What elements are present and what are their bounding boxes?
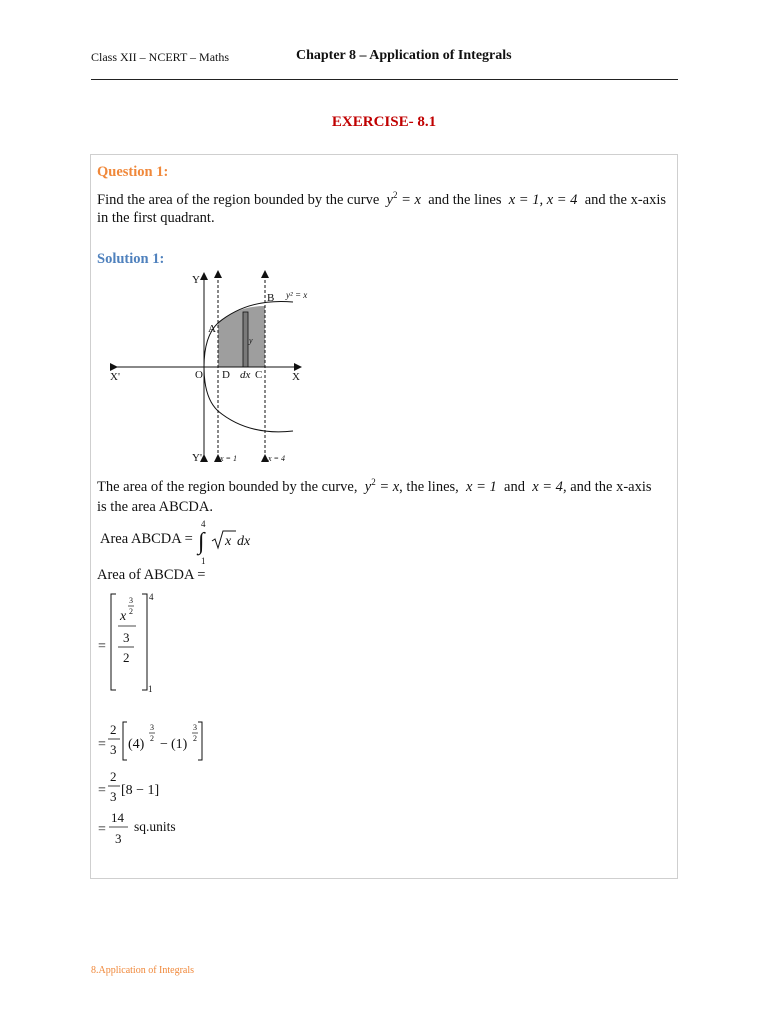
term-b: (1) xyxy=(171,737,188,752)
question-text-part: Find the area of the region bounded by the curve xyxy=(97,192,380,208)
eq-sign: = xyxy=(98,737,106,752)
eq-sign: = xyxy=(98,783,106,798)
solution-curve-rest: = x xyxy=(375,479,400,495)
exercise-title: EXERCISE- 8.1 xyxy=(331,114,437,130)
integral-expression xyxy=(196,514,266,568)
header-rule xyxy=(91,79,678,80)
label-Y: Y xyxy=(192,274,200,286)
bracket-left xyxy=(111,594,116,690)
label-Y-prime: Y' xyxy=(192,452,202,464)
eval-exp-num: 3 xyxy=(129,596,133,605)
question-text-part: and the x-axis xyxy=(584,192,667,208)
term-b-exp-den: 2 xyxy=(193,734,197,743)
area-integral-label: Area ABCDA = xyxy=(100,531,193,547)
eval-num: 3 xyxy=(123,630,130,645)
result-unit: sq.units xyxy=(134,819,176,834)
eq-sign: = xyxy=(98,822,106,837)
integral-sign: ∫ xyxy=(198,529,205,555)
label-x-equals-4: x = 4 xyxy=(268,454,285,463)
curve-label: y² = x xyxy=(286,290,308,300)
solution-text-part: , and the x-axis xyxy=(562,479,652,495)
label-A: A xyxy=(208,323,216,335)
solution-curve-y: y xyxy=(364,479,372,495)
question-curve-y: y xyxy=(386,192,393,208)
integrand-dx: dx xyxy=(237,534,251,549)
bracket-expression: [8 − 1] xyxy=(121,783,160,798)
solution-paragraph-line-1 xyxy=(97,471,652,498)
page-footer: 8.Application of Integrals xyxy=(91,965,195,976)
result-num: 14 xyxy=(111,810,124,825)
eval-x: x xyxy=(120,609,127,624)
integrand-x: x xyxy=(225,534,232,549)
area-of-label: Area of ABCDA = xyxy=(97,567,206,583)
label-O: O xyxy=(195,369,203,381)
term-b-exp-num: 3 xyxy=(193,723,197,732)
label-X-prime: X' xyxy=(110,371,120,383)
bracket-left xyxy=(123,722,127,760)
solution-x1: x = 1 xyxy=(466,479,497,495)
question-lines: x = 1, x = 4 xyxy=(508,192,578,208)
header-left: Class XII – NCERT – Maths xyxy=(91,50,230,64)
question-heading: Question 1: xyxy=(97,164,169,180)
label-D: D xyxy=(222,369,230,381)
coef-den: 3 xyxy=(110,742,117,757)
area-graph xyxy=(108,268,333,468)
result-den: 3 xyxy=(115,831,122,846)
question-curve-exp: 2 xyxy=(392,190,398,200)
eval-upper-limit: 4 xyxy=(149,592,154,602)
step-four-fraction xyxy=(96,806,136,850)
label-y: y xyxy=(249,336,253,345)
question-curve-rest: = x xyxy=(397,192,421,208)
eval-exp-den: 2 xyxy=(129,607,133,616)
solution-heading: Solution 1: xyxy=(97,251,165,267)
eq-sign: = xyxy=(98,639,106,654)
integral-upper-limit: 4 xyxy=(201,519,206,529)
header-chapter-title: Chapter 8 – Application of Integrals xyxy=(296,48,512,63)
bracket-right xyxy=(198,722,202,760)
label-dx: dx xyxy=(240,369,251,381)
label-B: B xyxy=(267,292,275,304)
minus-sign: − xyxy=(160,737,168,752)
coef-num: 2 xyxy=(110,722,117,737)
label-X: X xyxy=(292,371,300,383)
solution-x4: x = 4 xyxy=(532,479,563,495)
eval-lower-limit: 1 xyxy=(148,684,153,694)
step-two-expression xyxy=(96,718,216,766)
area-strip xyxy=(243,312,248,367)
solution-paragraph-line-2: is the area ABCDA. xyxy=(97,499,213,515)
solution-text-part: , the lines, xyxy=(399,479,459,495)
term-a-exp-den: 2 xyxy=(150,734,154,743)
integral-lower-limit: 1 xyxy=(201,556,206,566)
coef-num: 2 xyxy=(110,769,117,784)
label-C: C xyxy=(255,369,263,381)
sqrt-sign xyxy=(212,531,236,548)
term-a-exp-num: 3 xyxy=(150,723,154,732)
question-text-part: and the lines xyxy=(428,192,502,208)
label-x-equals-1: x = 1 xyxy=(220,454,237,463)
coef-den: 3 xyxy=(110,789,117,804)
solution-text-part: The area of the region bounded by the curve, xyxy=(97,479,358,495)
eval-den: 2 xyxy=(123,650,130,665)
term-a: (4) xyxy=(128,737,145,752)
bracket-right xyxy=(142,594,147,690)
evaluated-antiderivative xyxy=(96,590,166,700)
question-text-line-2: in the first quadrant. xyxy=(97,210,215,226)
step-three-expression xyxy=(96,766,186,810)
solution-text-part: and xyxy=(504,479,525,495)
shaded-region xyxy=(218,306,265,367)
solution-curve-exp: 2 xyxy=(371,477,376,487)
